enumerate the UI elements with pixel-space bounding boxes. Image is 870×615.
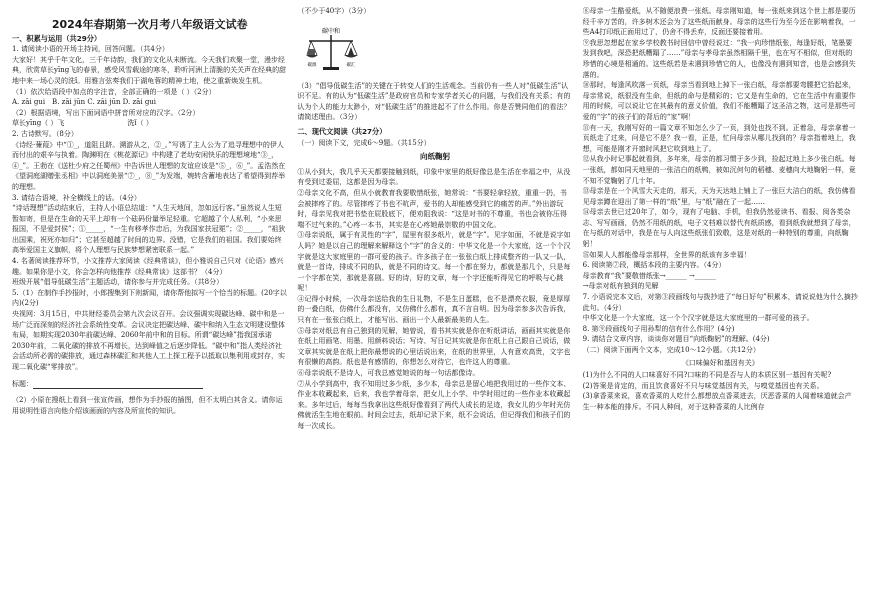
article-paragraph: ④记得小时候，一次母亲送给我的生日礼物，不是生日蛋糕，也不是漂亮衣服，竟是厚厚的一叠白纸，仿佛什么都没有，又仿佛什么都有，真不言自明。因为母亲参多次告诉我，只有在一张张白纸上，才能写出、画出一个人最新最美的人生。 — [297, 294, 571, 325]
reading-instruction: （一）阅读下文，完成6～9题。（共15分） — [297, 138, 431, 147]
headline-row — [12, 379, 287, 390]
carbon-neutral-illustration — [303, 23, 572, 73]
right-label: 碳汇 — [346, 62, 356, 68]
article-title: 向纸鞠躬 — [419, 152, 450, 162]
article-paragraph: ⑦从小学到高中，我不知用过多少纸，多少本，母亲总是留心地把我用过的一些作文本、作业本收藏起来，后来，我也学着母亲，把女儿上小学、中学时用过的一些作业本收藏起来。多年过后，每每当我拿出这些纸好像看到了两代人成长的足迹，我女儿的少年时光仿佛就活生生地在眼前。时间会过去，纸却记录下来，纸不会说话，但记得我们和孩子们的每一次成长。 — [297, 379, 571, 430]
text-2-paragraph: (2)答案是肯定的，而且饮食喜好不只与味觉基因有关，与嗅觉基因也有关系。 — [582, 381, 824, 390]
question-4: 4. 名著阅读推荐环节，小文推荐大家阅读《经典常谈》，但小雅说自己只对《论语》感兴趣。如果你是小文，你会怎样向他推荐《经典常谈》这部书？（4分） — [12, 257, 284, 276]
question-1-2: （2）根据语境，写出下面词语中拼音所对应的汉字。（2分） — [12, 108, 200, 117]
question-7: 7. 小语说完本文后，对第③段画线句与拨抄进了“每日好句”积累本，请说说他为什么摘抄此句。（4分） — [582, 293, 858, 312]
article-paragraph: ⑩那时，每逢风吹落一页纸，母亲当看到地上掉下一张白纸，母亲都要弯腰把它拾起来，母亲常说，纸很没有生命，但纸的命与是精彩的；它又是有生命的，它在生活中有重要作用的时候，可以说让它在其最有的意义价值，我们不能糟蹋了这圣洁之物，这可是那些可爱的“字”的孩子们的背后的“家”啊！ — [582, 81, 856, 121]
column-3 — [583, 6, 858, 609]
question-5-1: 5.（1）在制作手抄报时，小郎搜集到下则新闻，请你帮他拟写一个恰当的标题。(20字以内)(2分) — [12, 288, 287, 308]
logo-caption: 碳中和 — [322, 27, 341, 35]
question-5-3: （3）“倡导低碳生活”的关键在于转变人们的生活观念。当前仍有一些人对“低碳生活”认识不足。有的认为“低碳生活”是政府官员和专家学者关心的问题，与我们没有关系；有的认为个人的能力太渺小，对“低碳生活”的推进起不了什么作用。你是否赞同他们的看法？请简述理由。（3分） — [297, 81, 571, 122]
article-paragraph: ⑭母亲去世已过20年了，如今，现有了电脑、手机，但我仍然爱读书、看报、阅各类杂志、写写画画，仍然不用纸的纸，电子文档难以替代有纸质感，看到纸我就想到了母亲，在与纸的对话中，我是在与人向这些纸张们致敬，这是对纸的一种特别的尊重，向纸鞠躬！ — [582, 208, 856, 249]
article-paragraph: ③母亲说纸，属于有灵性的“字”，屋里有很多纸片，就是“字”。见字如面，不就是说字如人吗？她是以自己的理解来解释这个“字”的含义的：中华文化是一个大家庭，这一个个汉字就是这大家庭里的一群可爱的孩子。许多孩子在一张张白纸上排成整齐的一队又一队，就是一首诗，排成不同的队，就是不同的诗文。每一个都在努力，都就是那几个，只是每一个字都在笑，那就是喜剧。好的诗，好的文章，每一个字还能听得见它的呼吸与心跳呢！ — [297, 231, 571, 293]
pinyin-blanks: 草长yīng（ ）飞 洗ǐ（ ） — [12, 119, 153, 128]
article-paragraph: ⑧母亲一生酷爱纸，从不随便浪费一张纸。母亲刚知道，每一张纸来到这个世上都是要历经千辛万苦的，许多树木还会为了这些纸而献身。母亲的这些行为至今还在影响着我，一些A4打印纸正面用过了，仍舍不得丢弃，反面还要接着用。 — [582, 7, 856, 37]
reading-2-instruction: （二）阅读下面两个文本，完成10～12小题。（共12分） — [582, 346, 760, 354]
question-2: 2. 古诗默写。（8分） — [12, 129, 78, 138]
article-paragraph: ⑬母亲是在一个风雪大天走的，那天，天为天达地上铺上了一张巨大洁白的纸，我仿佛看见母亲蹲在迎出了第一样的“纸”里，与“纸”融在了一起…… — [582, 187, 856, 206]
question-6: 6. 阅读第⑦段，概括本段的主要内容。（4分） — [582, 261, 726, 270]
left-label: 碳源 — [307, 62, 317, 68]
question-6-chain: 母亲教育“我”要敬惜纸张→______ →______ — [582, 271, 716, 280]
quoted-sentence: 中华文化是一个大家庭，这一个个汉字就是这大家庭里的一群可爱的孩子。 — [582, 314, 814, 323]
text-2-paragraph: (1)为什么不同的人口味喜好不同?口味的不同是否与人的本质区别一基因有关呢? — [582, 371, 832, 380]
article-paragraph: ②母亲文化不高，但从小就教育我要敬惜纸张，她常说：“书要轻拿轻放，重重一扔，书会被摔疼了的。尽管摔疼了书也不吭声，爱书的人却能感受到它的痛苦的声。”外出游玩时，母亲见我对把书垫在屁股底下，便劝阻我说：“这是对书的不尊重，书也会被你压得喘不过气来的。”心疼一本书，其实是在心疼她最崇敬的中国文化。 — [297, 188, 567, 229]
article-paragraph: ①从小到大，我几乎天天都要接触到纸，印象中家里的纸好像总是生活在幸福之中，从没有受到过委屈，这都是因为母亲。 — [297, 167, 571, 187]
column-2 — [297, 6, 572, 609]
section-2-heading: 二、现代文阅读（共27分） — [297, 126, 387, 136]
balance-scale-icon — [303, 25, 359, 73]
question-3: 3. 请结合语境，补全横线上的话。（4分） — [12, 193, 141, 202]
article-paragraph: ⑮如果人人都能像母亲那样，全世界的纸该有多幸福！ — [582, 250, 751, 259]
options: A. zāi gui B. zāi jūn C. zāi jūn D. zāi gui — [12, 98, 157, 107]
article-paragraph: ⑤母亲对纸总有自己独到的见解，她曾说，看书其实就是你在听纸讲话，画画其实就是你在纸上用画笔、用墨、用颜料说话；写诗、写日记其实就是你在纸上自己跟自己说话，做文章其实就是在纸上把你最想说的心里话说出来，在纸的世界里，人有意欢高贵，文字也有很懒的高韵。纸也是有感情的，你想怎么对待它，也许这人的尊重。 — [297, 326, 571, 367]
question-9: 9. 请结合文章内容，谈谈你对题目“向纸鞠躬”的理解。(4分) — [582, 335, 770, 344]
question-6-chain-end: →母亲对纸有独到的见解 — [582, 282, 659, 291]
news-text: 央视网：3月15日，中共财经委员会第九次会议召开。会议强调实现碳达峰、碳中和是一场广泛而深刻的经济社会系统性变革。会议决定把碳达峰、碳中和纳入生态文明建设整体布局，如期实现2030年前碳达峰、2060年前中和的目标。所谓“碳达峰”指我国承诺2030年前，二氧化碳的排放不再增长，达到峰值之后逐步降低。“碳中和”指人类经济社会活动所必需的碳排放，通过森林碳汇和其他人工上探工程予以抵取以集利用或封存，实现二氧化碳“零排放”。 — [12, 310, 285, 371]
headline-blank — [33, 380, 203, 389]
text-2-paragraph: (3)拿香菜来说，喜欢香菜的人吃什么都想放点香菜进去，厌恶香菜的人闻着味道就会产生一种本能的排斥。不同人种间，对于这种香菜的人比例存 — [582, 392, 852, 411]
section-heading: 一、积累与运用（共29分） — [12, 33, 102, 43]
question-5-2: （2）小原在搜纸上看到一张宣传画，想作为手抄报的插图，但不太明白其含义。请你运用说明性语言向他介绍该画面的内容及所宣传的知识。 — [12, 396, 283, 415]
article-paragraph: ⑫从我小时记事起就看到，多年来，母亲的都习惯于多少到，捡起过地上多少张白纸。每一张纸，都如同天地里的一张洁白的纸鸭，被如沉何句的稻穗、麦穗向大地鞠躬一样，竟不知不觉鞠躬了几十年。 — [582, 155, 856, 185]
activity-intro: 班级开展“倡导低碳生活”主题活动，请你参与并完成任务。（共8分） — [12, 278, 224, 287]
column-1 — [12, 6, 287, 609]
word-limit: （不少于40字）（3分） — [297, 7, 371, 15]
article-paragraph: ⑥母亲说纸不是诗人，可我总感觉她说的每一句话都像诗。 — [297, 369, 480, 378]
article-paragraph: ⑪有一天，我刚写好的一篇文章不知怎么少了一页，到处也找不到。正着急，母亲拿着一页纸走了过来，问是它不是？我一看，正是，忙问母亲从哪儿找到的？母亲指着地上，我想，可能是刚才开窗时风把它吹到地上了。 — [582, 123, 856, 153]
question-3-text: “诗话理想”活动结束后，主持人小语总结道：“人生天地间，忽如远行客。”虽然说人生短暂如寄，但是在生命的天平上却有一个砝码份量举足轻重。它超越了个人私利，“小来思报国，不是爱封侯”；①_____，“一生有移孝作忠后，为我国家扶冠冕”；②_____，“祖狄出国乘，祝死亦如归”；它甚至超越了时间的边界。没错，它是我们的祖国。我们要始终高举爱国主义旗帜，将个人理想与民族梦想紧密联系一起。” — [12, 204, 286, 255]
text-2-title: 《口味偏好和基因有关》 — [681, 358, 759, 367]
question-8: 8. 第⑨段画线句子用孙犁的信有什么作用？(4分) — [582, 324, 735, 333]
question-1: 1. 请阅读小语的开场主持词，回答问题。（共4分） — [12, 45, 169, 54]
question-1-1: （1）依次给语段中加点的字注音，全部正确的一项是（ ）（2分） — [12, 87, 216, 96]
paragraph-intro: 大家好！其乎千年文化，三千年诗韵，我们的文化从未断流。今天我们欢聚一堂，漫步经典，欣赏草长yīng飞的春景，感受风雪载途的寒冬，聆听河洲上清脆的关关声在经典的甜地中来一场心灵的洗ǐ。用雅言弦奏我们于湖龟蓉的精神土地，使之重新焕发生机。 — [12, 55, 287, 85]
article-paragraph: ⑨我思忽想起在家乡学校教书时回信中曾经说过：“我一向珍惜纸张，每逢好纸，笔墨要发到我吧，深恐把纸糟蹋了……”母亲与孝母亲虽然相隔千里，也在写不相似，但对纸的珍惜的心境是相通的。这些纸若是未遇到珍惜它的人，也像没有遇到知音，也是会感到失落的。 — [582, 38, 856, 79]
headline-label: 标题： — [12, 379, 33, 388]
exam-title: 2024年春期第一次月考八年级语文试卷 — [51, 18, 248, 31]
poem-fill: 《诗经·蒹葭》中“①_，道阻且跻。溯游从之，②_。”写诱了主人公为了追寻理想中的伊人而付出的艰辛与执着。陶渊明在《桃花源记》中构建了老幼安闲快乐的理想境地“③_，④_”。王勃在《送杜少府之任蜀州》中告诉世人理想的友谊应该是“⑤_，⑥_”。孟浩然在《望洞庭湖赠张丞相》中以洞庭美景“⑦_，⑧_”为发端，婉转含蓄地表达了希望得到荐举的理想。 — [12, 140, 286, 191]
